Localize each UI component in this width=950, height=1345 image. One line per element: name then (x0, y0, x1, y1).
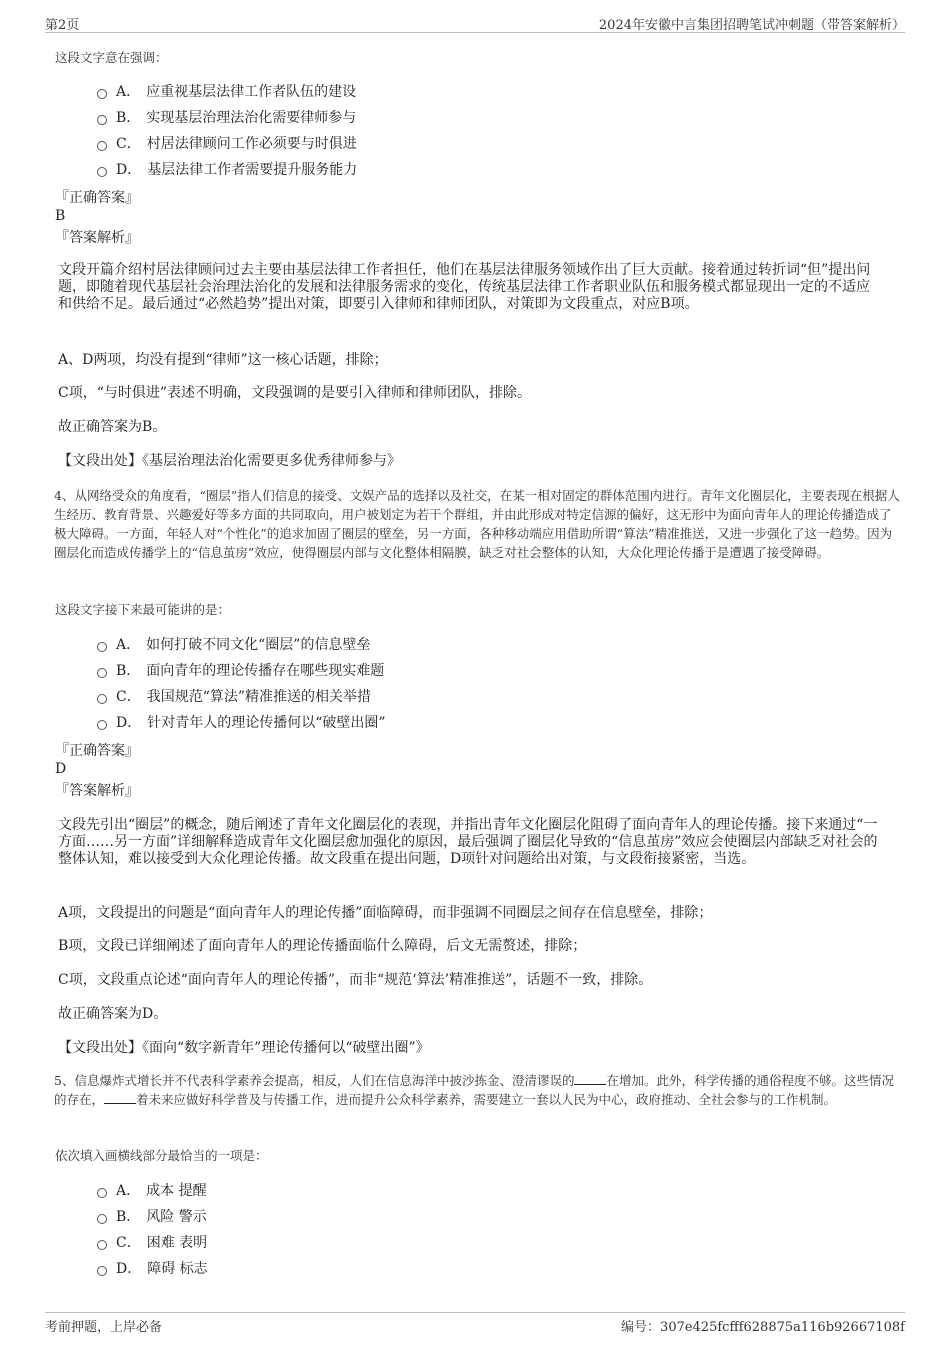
document-title: 2024年安徽中言集团招聘笔试冲刺题（带答案解析） (598, 18, 905, 33)
radio-icon[interactable] (97, 1240, 107, 1250)
option-letter: A． (116, 637, 141, 653)
q4-source: 【文段出处】《面向“数字新青年”理论传播何以“破壁出圈”》 (58, 1040, 430, 1056)
q4-conclusion: 故正确答案为D。 (58, 1006, 168, 1022)
q4-reason-b: B项，文段已详细阐述了面向青年人的理论传播面临什么障碍，后文无需赘述，排除； (58, 938, 587, 954)
option-text: 如何打破不同文化“圈层”的信息壁垒 (146, 637, 371, 653)
option-letter: C． (116, 136, 141, 152)
q4-stem: 4、从网络受众的角度看，“圈层”指人们信息的接受、文娱产品的选择以及社交，在某一相对固定的群体范围内进行。青年文化圈层化，主要表现在根据人生经历、教育背景、兴趣爱好等多方面的共同取向，用户被划定为若干个群组，并由此形成对特定信源的偏好，这无形中为面向青年人的理论传播造成了极大障碍。一方面，年轻人对“个性化”的追求加固了圈层的壁垒，另一方面，各种移动端应用借助所谓“算法”精准推送，又进一步强化了这一趋势。因为圈层化而造成传播学上的“信息茧房”效应，使得圈层内部与文化整体相隔膜，缺乏对社会整体的认知，大众化理论传播于是遭遇了接受障碍。 (54, 488, 900, 560)
option-letter: D． (116, 162, 142, 178)
q5-stem (54, 1071, 902, 1109)
option-letter: D． (116, 715, 142, 731)
fill-blank-1[interactable] (574, 1072, 606, 1085)
radio-icon[interactable] (97, 694, 107, 704)
option-text: 村居法律顾问工作必须要与时俱进 (146, 136, 357, 152)
option-letter: A． (116, 84, 141, 100)
q3-conclusion: 故正确答案为B。 (58, 419, 167, 435)
option-text: 应重视基层法律工作者队伍的建设 (146, 84, 357, 100)
radio-icon[interactable] (97, 1188, 107, 1198)
option-text: 实现基层治理法治化需要律师参与 (146, 110, 357, 126)
q4-option-a[interactable] (97, 635, 370, 655)
q4-analysis: 文段先引出“圈层”的概念，随后阐述了青年文化圈层化的表现，并指出青年文化圈层化阻碍了面向青年人的理论传播。接下来通过“一方面……另一方面”详细解释造成青年文化圈层愈加强化的原因，最后强调了圈层化导致的“信息茧房”效应会使圈层内部缺乏对社会的整体认知，难以接受到大众化理论传播。故文段重在提出问题，D项针对问题给出对策，与文段衔接紧密，当选。 (58, 817, 878, 867)
q3-prompt: 这段文字意在强调： (55, 50, 168, 65)
q3-source: 【文段出处】《基层治理法治化需要更多优秀律师参与》 (58, 453, 401, 469)
option-letter: B． (116, 1209, 141, 1225)
q3-answer-label: 『正确答案』 (55, 190, 139, 206)
option-letter: B． (116, 663, 141, 679)
option-text: 成本 提醒 (146, 1183, 207, 1199)
document-serial: 编号：307e425fcfff628875a116b92667108f (621, 1320, 905, 1335)
q3-option-d[interactable] (97, 160, 357, 180)
q3-option-b[interactable] (97, 108, 356, 128)
footer-slogan: 考前押题，上岸必备 (45, 1320, 163, 1335)
radio-icon[interactable] (97, 89, 107, 99)
option-text: 基层法律工作者需要提升服务能力 (147, 162, 358, 178)
page-footer (45, 1312, 905, 1335)
q4-answer: D (55, 761, 67, 777)
q5-option-d[interactable] (97, 1259, 208, 1279)
option-text: 针对青年人的理论传播何以“破壁出圈” (147, 715, 386, 731)
q3-option-a[interactable] (97, 82, 356, 102)
option-letter: A． (116, 1183, 141, 1199)
radio-icon[interactable] (97, 1214, 107, 1224)
q3-analysis: 文段开篇介绍村居法律顾问过去主要由基层法律工作者担任，他们在基层法律服务领域作出了巨大贡献。接着通过转折词“但”提出问题，即随着现代基层社会治理法治化的发展和法律服务需求的变化，传统基层法律工作者职业队伍和服务模式都显现出一定的不适应和供给不足。最后通过“必然趋势”提出对策，即要引入律师和律师团队，对策即为文段重点，对应B项。 (58, 262, 871, 312)
q4-reason-c: C项，文段重点论述“面向青年人的理论传播”，而非“规范‘算法’精准推送”，话题不一致，排除。 (58, 972, 653, 988)
q5-stem-part3: 着未来应做好科学普及与传播工作，进而提升公众科学素养，需要建立一套以人民为中心，政府推动、全社会参与的工作机制。 (136, 1092, 837, 1107)
q4-answer-label: 『正确答案』 (55, 743, 139, 759)
radio-icon[interactable] (97, 1266, 107, 1276)
q5-option-a[interactable] (97, 1181, 207, 1201)
q5-stem-part2: 在增加。此外，科学传播的通俗程度不够。这些情况的存在， (54, 1073, 894, 1107)
q3-reason-c: C项，“与时俱进”表述不明确，文段强调的是要引入律师和律师团队，排除。 (58, 385, 532, 401)
fill-blank-2[interactable] (104, 1091, 136, 1104)
q5-stem-part1: 5、信息爆炸式增长并不代表科学素养会提高，相反，人们在信息海洋中披沙拣金、澄清谬误的 (54, 1073, 575, 1088)
radio-icon[interactable] (97, 668, 107, 678)
radio-icon[interactable] (97, 115, 107, 125)
option-letter: D． (116, 1261, 142, 1277)
page-number: 第2页 (45, 18, 80, 33)
q5-option-c[interactable] (97, 1233, 207, 1253)
option-letter: C． (116, 1235, 141, 1251)
q4-option-d[interactable] (97, 713, 386, 733)
q3-reason-ad: A、D两项，均没有提到“律师”这一核心话题，排除； (58, 352, 388, 368)
radio-icon[interactable] (97, 167, 107, 177)
option-text: 风险 警示 (146, 1209, 207, 1225)
q4-option-b[interactable] (97, 661, 384, 681)
q4-reason-a: A项，文段提出的问题是“面向青年人的理论传播”面临障碍，而非强调不同圈层之间存在信息壁垒，排除； (58, 905, 713, 921)
option-text: 困难 表明 (146, 1235, 208, 1251)
radio-icon[interactable] (97, 720, 107, 730)
radio-icon[interactable] (97, 642, 107, 652)
q3-answer: B (55, 208, 66, 224)
q5-prompt: 依次填入画横线部分最恰当的一项是： (55, 1148, 268, 1163)
q5-option-b[interactable] (97, 1207, 207, 1227)
option-letter: B． (116, 110, 141, 126)
option-text: 面向青年的理论传播存在哪些现实难题 (146, 663, 385, 679)
option-letter: C． (116, 689, 141, 705)
q4-option-c[interactable] (97, 687, 371, 707)
page-header (45, 12, 905, 33)
q3-analysis-label: 『答案解析』 (55, 230, 139, 246)
option-text: 障碍 标志 (147, 1261, 208, 1277)
option-text: 我国规范“算法”精准推送的相关举措 (146, 689, 372, 705)
q4-prompt: 这段文字接下来最可能讲的是： (55, 602, 231, 617)
q4-analysis-label: 『答案解析』 (55, 783, 139, 799)
radio-icon[interactable] (97, 141, 107, 151)
q3-option-c[interactable] (97, 134, 357, 154)
